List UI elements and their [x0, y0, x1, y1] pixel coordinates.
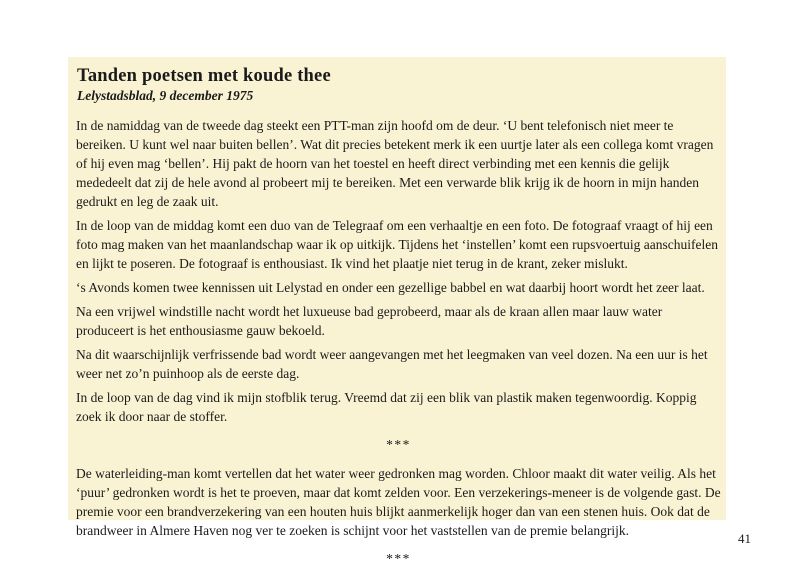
article-body: [76, 116, 721, 568]
section-separator: ***: [386, 437, 411, 452]
section-separator: ***: [386, 551, 411, 566]
paragraph: In de namiddag van de tweede dag steekt een PTT-man zijn hoofd om de deur. ‘U bent telefonisch niet meer te bereiken. U kunt wel naar buiten bellen’. Wat dit precies betekent merk ik een uurtje later als een collega komt vragen of hij even mag ‘bellen’. Hij pakt de hoorn van het toestel en heeft direct verbinding met een kennis die gelijk mededeelt dat zij de hele avond al probeert mij te bereiken. Met een verwarde blik krijg ik de hoorn in mijn handen gedrukt en leg de zaak uit.: [76, 118, 714, 209]
paragraph: In de loop van de dag vind ik mijn stofblik terug. Vreemd dat zij een blik van plastik maken tegenwoordig. Koppig zoek ik door naar de stoffer.: [76, 390, 697, 424]
article-dateline: Lelystadsblad, 9 december 1975: [77, 88, 254, 103]
paragraph: In de loop van de middag komt een duo van de Telegraaf om een verhaaltje en een foto. De fotograaf vraagt of hij een foto mag maken van het maanlandschap waar ik op uitkijk. Tijdens het ‘instellen’ komt een rupsvoertuig aanschuifelen en lijkt te poseren. De fotograaf is enthousiast. Ik vind het plaatje niet terug in de krant, zeker mislukt.: [76, 218, 718, 271]
page-number: 41: [738, 531, 751, 546]
paragraph: ‘s Avonds komen twee kennissen uit Lelystad en onder een gezellige babbel en wat daarbij hoort wordt het zeer laat.: [76, 280, 705, 295]
paragraph: Na een vrijwel windstille nacht wordt het luxueuse bad geprobeerd, maar als de kraan allen maar lauw water produceert is het enthousiasme gauw bekoeld.: [76, 304, 663, 338]
article-title: Tanden poetsen met koude thee: [77, 66, 331, 86]
paragraph: Na dit waarschijnlijk verfrissende bad wordt weer aangevangen met het leegmaken van veel dozen. Na een uur is het weer net zo’n puinhoop als de eerste dag.: [76, 347, 708, 381]
paragraph: De waterleiding-man komt vertellen dat het water weer gedronken mag worden. Chloor maakt dit water veilig. Als het ‘puur’ gedronken wordt is het te proeven, maar dat komt zelden voor. Een verzekerings-meneer is de volgende gast. De premie voor een brandverzekering van een houten huis blijkt aanmerkelijk hoger dan van een stenen huis. Ook dat de brandweer in Almere Haven nog ver te zoeken is schijnt voor het vaststellen van de premie belangrijk.: [76, 466, 721, 538]
article-sheet: [68, 57, 726, 566]
